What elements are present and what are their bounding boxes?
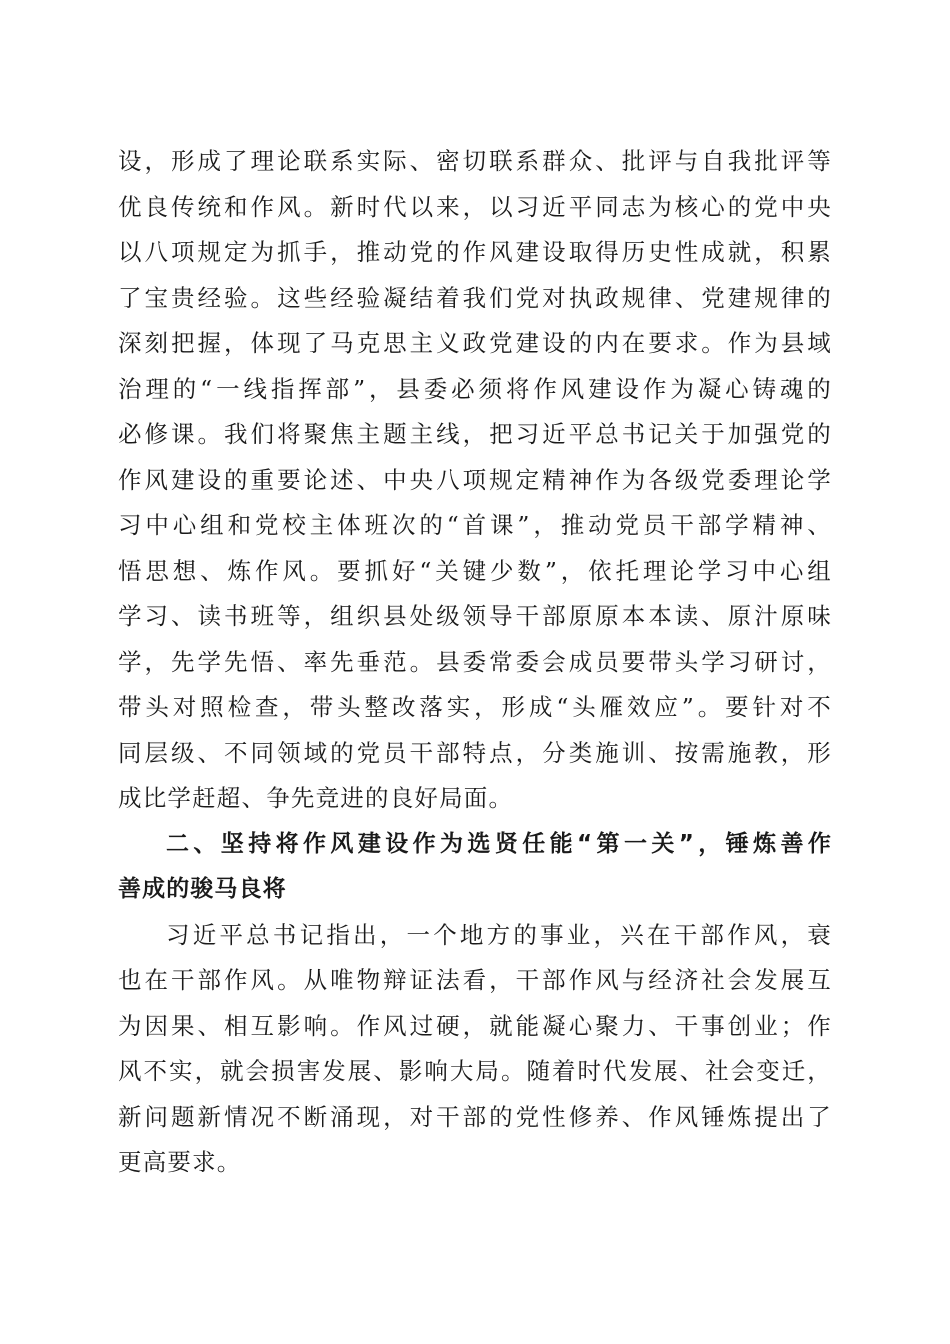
text-line: 为因果、相互影响。作风过硬，就能凝心聚力、干事创业；作 <box>118 1011 832 1040</box>
heading-line: 二、坚持将作风建设作为选贤任能“第一关”，锤炼善作 <box>166 830 832 857</box>
text-line: 作风建设的重要论述、中央八项规定精神作为各级党委理论学 <box>118 465 832 494</box>
text-line: 习中心组和党校主体班次的“首课”，推动党员干部学精神、 <box>118 511 832 539</box>
text-line: 学，先学先悟、率先垂范。县委常委会成员要带头学习研讨， <box>118 647 832 676</box>
body-paragraph-1 <box>118 139 832 822</box>
text-line: 深刻把握，体现了马克思主义政党建设的内在要求。作为县域 <box>118 329 832 357</box>
text-line: 优良传统和作风。新时代以来，以习近平同志为核心的党中央 <box>118 192 832 221</box>
text-line: 必修课。我们将聚焦主题主线，把习近平总书记关于加强党的 <box>118 420 832 448</box>
text-line: 悟思想、炼作风。要抓好“关键少数”，依托理论学习中心组 <box>118 556 832 585</box>
text-line: 成比学赶超、争先竞进的良好局面。 <box>118 784 514 812</box>
text-line: 也在干部作风。从唯物辩证法看，干部作风与经济社会发展互 <box>118 966 832 994</box>
text-line: 设，形成了理论联系实际、密切联系群众、批评与自我批评等 <box>118 147 832 175</box>
text-line: 治理的“一线指挥部”，县委必须将作风建设作为凝心铸魂的 <box>118 374 832 403</box>
text-line: 新问题新情况不断涌现，对干部的党性修养、作风锤炼提出了 <box>118 1102 832 1131</box>
text-line: 习近平总书记指出，一个地方的事业，兴在干部作风，衰 <box>166 920 832 949</box>
body-paragraph-2 <box>118 913 832 1186</box>
text-line: 学习、读书班等，组织县处级领导干部原原本本读、原汁原味 <box>118 602 832 630</box>
document-page <box>118 139 832 1186</box>
text-line: 了宝贵经验。这些经验凝结着我们党对执政规律、党建规律的 <box>118 283 832 312</box>
text-line: 更高要求。 <box>118 1148 242 1176</box>
text-line: 风不实，就会损害发展、影响大局。随着时代发展、社会变迁， <box>118 1057 832 1085</box>
section-heading <box>118 822 832 913</box>
text-line: 以八项规定为抓手，推动党的作风建设取得历史性成就，积累 <box>118 238 832 266</box>
text-line: 带头对照检查，带头整改落实，形成“头雁效应”。要针对不 <box>118 693 832 721</box>
heading-line: 善成的骏马良将 <box>118 876 287 902</box>
text-line: 同层级、不同领域的党员干部特点，分类施训、按需施教，形 <box>118 738 832 767</box>
